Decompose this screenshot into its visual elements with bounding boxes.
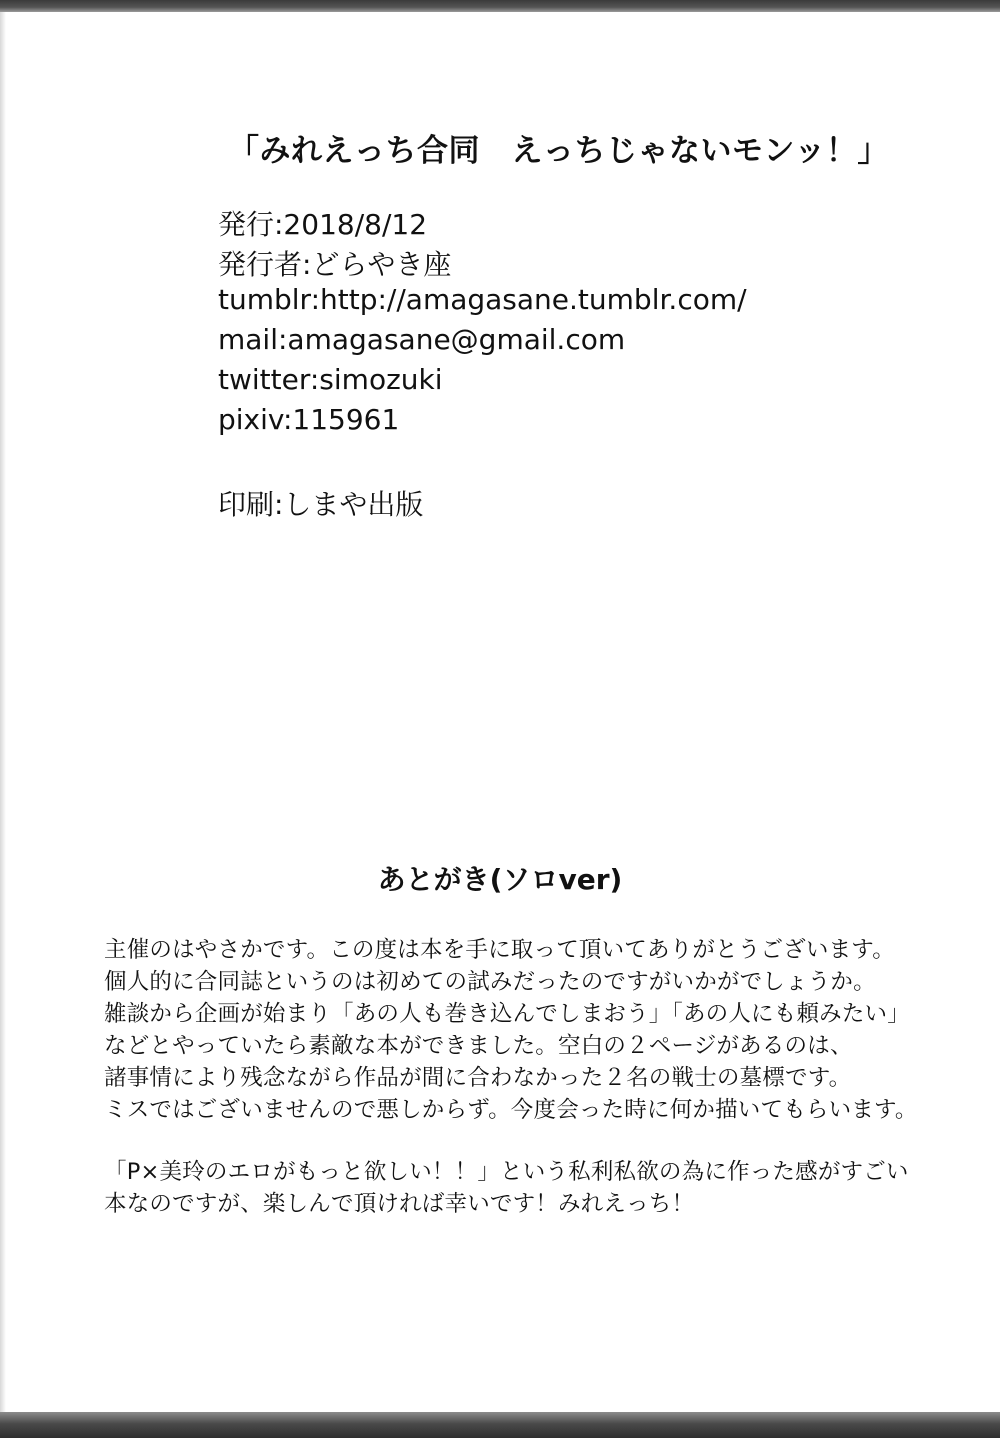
afterword-line: 「P×美玲のエロがもっと欲しい！！」という私利私欲の為に作った感がすごい — [104, 1159, 909, 1185]
afterword-line: などとやっていたら素敵な本ができました。空白の２ページがあるのは、 — [104, 1033, 853, 1059]
bottom-scan-edge — [0, 1412, 1000, 1438]
twitter-handle: twitter:simozuki — [218, 363, 443, 396]
publisher: 発行者:どらやき座 — [218, 248, 452, 281]
pixiv-id: pixiv:115961 — [218, 403, 400, 436]
afterword-heading: あとがき(ソロver) — [377, 863, 623, 896]
publish-date: 発行:2018/8/12 — [218, 208, 428, 241]
tumblr-link: tumblr:http://amagasane.tumblr.com/ — [218, 283, 747, 316]
afterword-line: 諸事情により残念ながら作品が間に合わなかった２名の戦士の墓標です。 — [104, 1065, 852, 1091]
left-scan-edge — [0, 12, 6, 1412]
afterword-line: 本なのですが、楽しんで頂ければ幸いです！みれえっち！ — [104, 1191, 695, 1217]
mail-address: mail:amagasane@gmail.com — [218, 323, 626, 356]
afterword-line: 雑談から企画が始まり「あの人も巻き込んでしまおう」「あの人にも頼みたい」 — [104, 1001, 910, 1027]
afterword-line: 主催のはやさかです。この度は本を手に取って頂いてありがとうございます。 — [104, 937, 895, 963]
top-scan-edge — [0, 0, 1000, 12]
afterword-line: 個人的に合同誌というのは初めての試みだったのですがいかがでしょうか。 — [104, 969, 876, 995]
afterword-line: ミスではございませんので悪しからず。今度会った時に何か描いてもらいます。 — [104, 1097, 918, 1123]
printer: 印刷:しまや出版 — [218, 488, 424, 521]
book-title: 「みれえっち合同 えっちじゃないモンッ！」 — [228, 133, 889, 169]
